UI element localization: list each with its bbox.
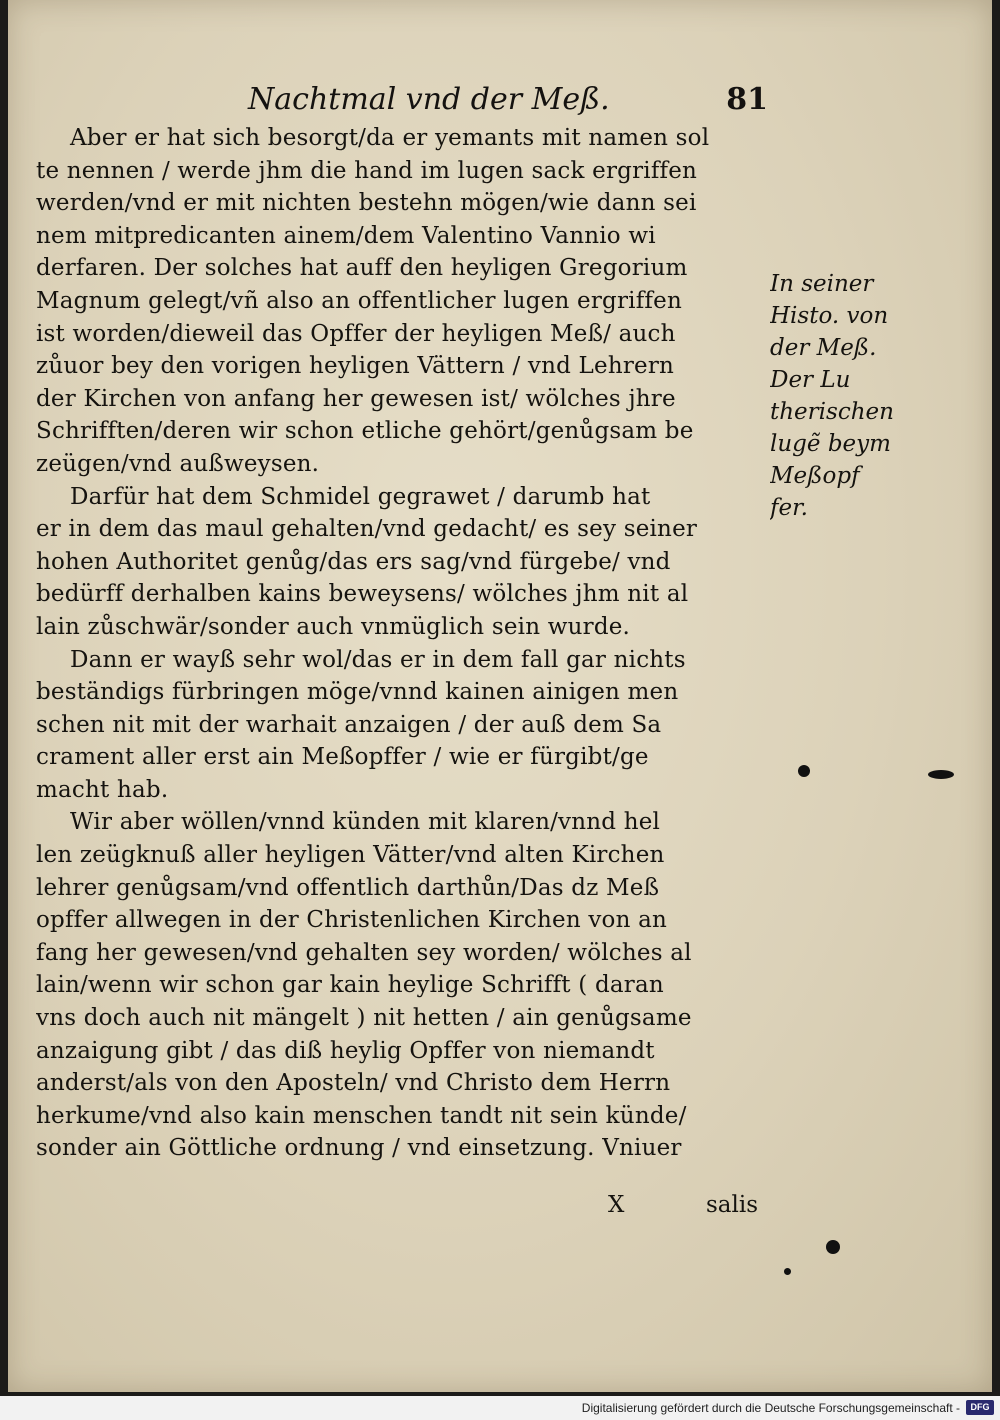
footer-bar <box>0 1396 1000 1420</box>
running-title: Nachtmal vnd der Meß. <box>248 82 610 117</box>
text-line: Schrifften/deren wir schon etliche gehört/genůgsam be <box>36 418 694 445</box>
text-line: anderst/als von den Aposteln/ vnd Christo dem Herrn <box>36 1070 671 1097</box>
text-line: zůuor bey den vorigen heyligen Vättern / vnd Lehrern <box>36 353 675 380</box>
text-line: Magnum gelegt/vñ also an offentlicher lugen ergriffen <box>36 287 682 314</box>
text-line: Dann er wayß sehr wol/das er in dem fall gar nichts <box>70 646 686 673</box>
margin-note-line: lugẽ beym <box>770 431 891 457</box>
page-number: 81 <box>726 82 768 117</box>
text-line: opffer allwegen in der Christenlichen Kirchen von an <box>36 907 668 934</box>
margin-note-line: In seiner <box>770 271 874 297</box>
dfg-logo: DFG <box>966 1400 994 1415</box>
funding-credit: Digitalisierung gefördert durch die Deutsche Forschungsgemeinschaft - <box>581 1401 960 1415</box>
text-line: er in dem das maul gehalten/vnd gedacht/ es sey seiner <box>36 516 698 543</box>
margin-note-line: Der Lu <box>770 367 851 393</box>
text-line: werden/vnd er mit nichten bestehn mögen/wie dann sei <box>36 190 697 217</box>
text-line: der Kirchen von anfang her gewesen ist/ wölches jhre <box>36 385 676 412</box>
running-header <box>248 82 768 122</box>
text-line: bedürff derhalben kains beweysens/ wölches jhm nit al <box>36 581 689 608</box>
text-line: te nennen / werde jhm die hand im lugen sack ergriffen <box>36 157 698 184</box>
text-line: Darfür hat dem Schmidel gegrawet / darumb hat <box>70 483 651 510</box>
text-line: ist worden/dieweil das Opffer der heyligen Meß/ auch <box>36 320 676 347</box>
margin-note-line: der Meß. <box>770 335 877 361</box>
text-line: anzaigung gibt / das diß heylig Opffer von niemandt <box>36 1037 655 1064</box>
catchword: salis <box>706 1192 759 1218</box>
text-line: beständigs fürbringen möge/vnnd kainen ainigen men <box>36 679 679 706</box>
text-line: len zeügknuß aller heyligen Vätter/vnd alten Kirchen <box>36 842 665 869</box>
margin-note-line: fer. <box>770 495 808 521</box>
text-line: lain/wenn wir schon gar kain heylige Schrifft ( daran <box>36 972 664 999</box>
text-line: zeügen/vnd außweysen. <box>36 450 320 477</box>
text-line: schen nit mit der warhait anzaigen / der auß dem Sa <box>36 711 662 738</box>
marginal-note <box>770 268 900 524</box>
margin-note-line: Meßopf <box>770 463 860 489</box>
text-line: Wir aber wöllen/vnnd künden mit klaren/vnnd hel <box>70 809 661 836</box>
ink-blot <box>798 765 810 777</box>
text-line: herkume/vnd also kain menschen tandt nit sein künde/ <box>36 1102 687 1129</box>
text-line: derfaren. Der solches hat auff den heyligen Gregorium <box>36 255 688 282</box>
book-page <box>8 0 992 1392</box>
text-line: lehrer genůgsam/vnd offentlich darthůn/Das dz Meß <box>36 874 660 901</box>
margin-note-line: Histo. von <box>770 303 889 329</box>
text-line: sonder ain Göttliche ordnung / vnd einsetzung. Vniuer <box>36 1135 682 1162</box>
main-text-block <box>36 122 764 1165</box>
text-line: crament aller erst ain Meßopffer / wie er fürgibt/ge <box>36 744 649 771</box>
ink-blot <box>928 770 954 779</box>
text-line: macht hab. <box>36 776 169 803</box>
signature-mark: X <box>608 1192 625 1218</box>
text-line: Aber er hat sich besorgt/da er yemants mit namen sol <box>70 125 710 151</box>
ink-blot <box>784 1268 791 1275</box>
text-line: nem mitpredicanten ainem/dem Valentino Vannio wi <box>36 222 656 249</box>
text-line: lain zůschwär/sonder auch vnmüglich sein wurde. <box>36 613 631 640</box>
ink-blot <box>826 1240 840 1254</box>
text-line: vns doch auch nit mängelt ) nit hetten / ain genůgsame <box>36 1005 692 1032</box>
text-line: fang her gewesen/vnd gehalten sey worden/ wölches al <box>36 939 692 966</box>
margin-note-line: therischen <box>770 399 894 425</box>
text-line: hohen Authoritet genůg/das ers sag/vnd fürgebe/ vnd <box>36 548 671 575</box>
